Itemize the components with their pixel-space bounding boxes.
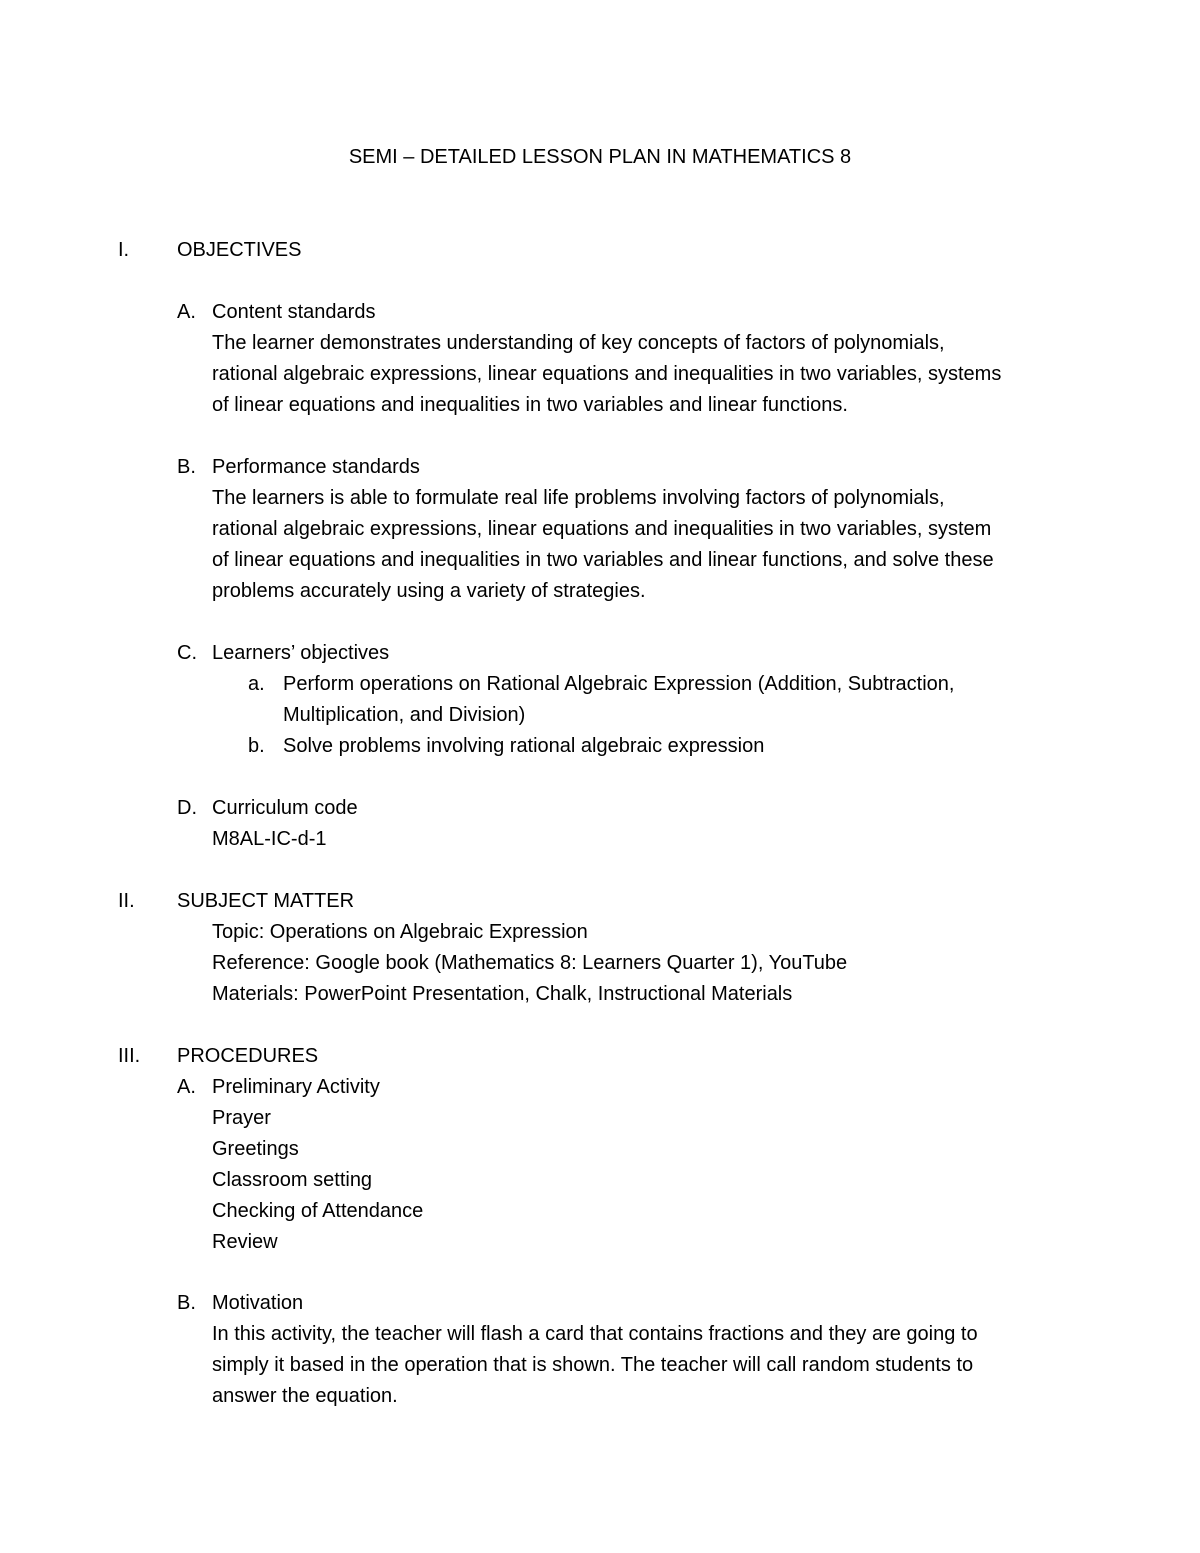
subitem-letter: a.: [248, 673, 265, 695]
paragraph-line: of linear equations and inequalities in two variables and linear functions, and solve these: [212, 549, 994, 571]
paragraph-line: simply it based in the operation that is shown. The teacher will call random students to: [212, 1354, 974, 1376]
paragraph-line: answer the equation.: [212, 1385, 398, 1407]
paragraph-line: of linear equations and inequalities in two variables and linear functions.: [212, 394, 848, 416]
section-heading-objectives: OBJECTIVES: [177, 239, 302, 261]
paragraph-line: rational algebraic expressions, linear equations and inequalities in two variables, system: [212, 518, 992, 540]
activity-line: Prayer: [212, 1107, 271, 1129]
item-label-learners-objectives: Learners’ objectives: [212, 642, 390, 664]
subitem-line: Perform operations on Rational Algebraic Expression (Addition, Subtraction,: [283, 673, 955, 695]
paragraph-line: problems accurately using a variety of strategies.: [212, 580, 646, 602]
subitem-line: Solve problems involving rational algebraic expression: [283, 735, 765, 757]
item-letter: A.: [177, 1076, 196, 1098]
activity-line: Greetings: [212, 1138, 299, 1160]
section-numeral: III.: [118, 1045, 141, 1067]
item-label-content-standards: Content standards: [212, 301, 376, 323]
section-heading-subject-matter: SUBJECT MATTER: [177, 890, 355, 912]
paragraph-line: rational algebraic expressions, linear equations and inequalities in two variables, systems: [212, 363, 1002, 385]
item-letter: D.: [177, 797, 197, 819]
item-label-curriculum-code: Curriculum code: [212, 797, 358, 819]
reference-line: Reference: Google book (Mathematics 8: Learners Quarter 1), YouTube: [212, 952, 848, 974]
paragraph-line: The learners is able to formulate real life problems involving factors of polynomials,: [212, 487, 945, 509]
subitem-line: Multiplication, and Division): [283, 704, 526, 726]
paragraph-line: In this activity, the teacher will flash a card that contains fractions and they are going to: [212, 1323, 978, 1345]
curriculum-code-value: M8AL-IC-d-1: [212, 828, 327, 850]
section-numeral: I.: [118, 239, 130, 261]
paragraph-line: The learner demonstrates understanding of key concepts of factors of polynomials,: [212, 332, 945, 354]
materials-line: Materials: PowerPoint Presentation, Chalk, Instructional Materials: [212, 983, 793, 1005]
topic-line: Topic: Operations on Algebraic Expression: [212, 921, 588, 943]
item-label-motivation: Motivation: [212, 1292, 304, 1314]
item-letter: C.: [177, 642, 197, 664]
activity-line: Classroom setting: [212, 1169, 373, 1191]
subitem-letter: b.: [248, 735, 265, 757]
item-letter: A.: [177, 301, 196, 323]
activity-line: Checking of Attendance: [212, 1200, 424, 1222]
section-heading-procedures: PROCEDURES: [177, 1045, 319, 1067]
section-numeral: II.: [118, 890, 135, 912]
activity-line: Review: [212, 1231, 278, 1253]
item-label-preliminary-activity: Preliminary Activity: [212, 1076, 380, 1098]
page-title: SEMI – DETAILED LESSON PLAN IN MATHEMATICS 8: [348, 146, 852, 168]
item-letter: B.: [177, 1292, 196, 1314]
item-label-performance-standards: Performance standards: [212, 456, 420, 478]
item-letter: B.: [177, 456, 196, 478]
